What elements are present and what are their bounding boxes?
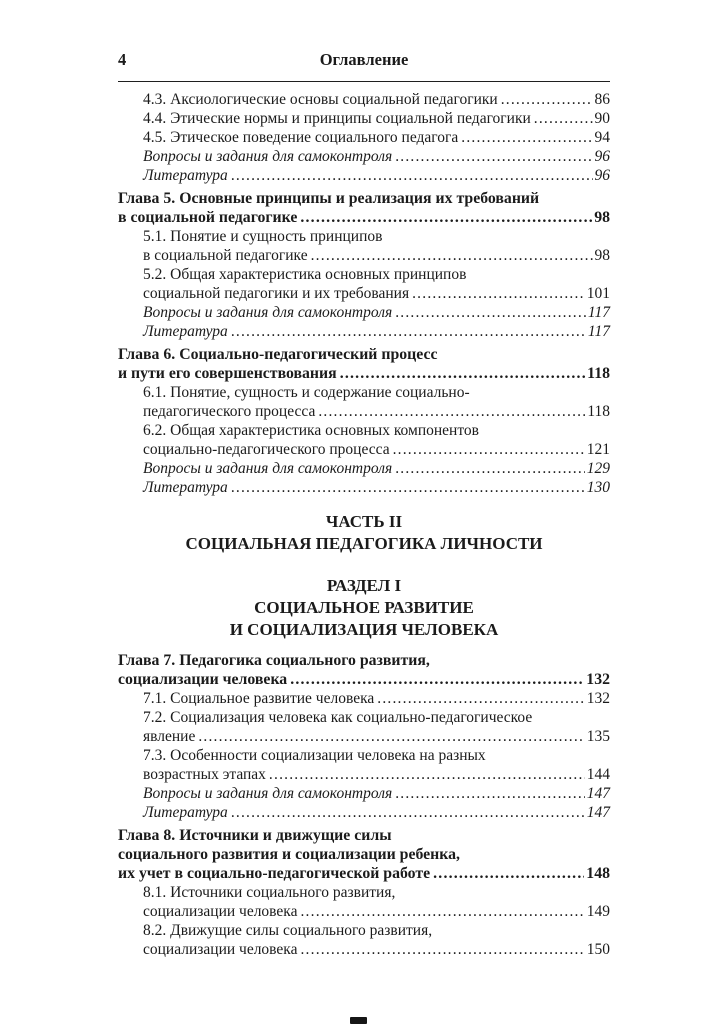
- toc-line: [143, 727, 610, 746]
- page-ref: 98: [594, 209, 610, 226]
- toc-entry-chapter: [118, 345, 610, 383]
- toc-text: ЧАСТЬ II: [325, 512, 403, 531]
- toc-entry: [118, 265, 610, 303]
- dot-leader: [395, 147, 592, 166]
- toc-entry: [118, 421, 610, 459]
- toc-line: [143, 402, 610, 421]
- page-ref: 147: [586, 804, 610, 821]
- page-title: Оглавление: [319, 50, 409, 69]
- toc-line: [143, 803, 610, 822]
- toc-line: [143, 246, 610, 265]
- page-ref: 144: [586, 766, 610, 783]
- toc-entry-note: [118, 303, 610, 322]
- content-block: [118, 50, 610, 959]
- page-ref: 130: [586, 479, 610, 496]
- toc-line: [143, 459, 610, 478]
- page-ref: 117: [587, 304, 610, 321]
- toc-text: Глава 6. Социально-педагогический процесс: [118, 346, 438, 363]
- toc-text: в социальной педагогике: [118, 209, 298, 226]
- page-number: 4: [118, 50, 127, 69]
- dot-leader: [395, 459, 585, 478]
- page-ref: 135: [586, 728, 610, 745]
- toc-line: [118, 651, 610, 670]
- toc-line: [143, 90, 610, 109]
- toc-text: 4.4. Этические нормы и принципы социальной педагогики: [143, 110, 531, 127]
- toc-text: социально-педагогического процесса: [143, 441, 390, 458]
- dot-leader: [412, 284, 585, 303]
- toc-entry: [118, 227, 610, 265]
- toc-entry: [118, 383, 610, 421]
- toc-line: [143, 940, 610, 959]
- toc-text: Литература: [143, 323, 228, 340]
- dot-leader: [198, 727, 584, 746]
- dot-leader: [300, 940, 584, 959]
- scan-artifact: [350, 1017, 367, 1024]
- toc-entry-note: [118, 166, 610, 185]
- dot-leader: [231, 166, 593, 185]
- toc-line: [143, 784, 610, 803]
- page-ref: 132: [586, 690, 610, 707]
- toc-line: [143, 689, 610, 708]
- toc-entry-note: [118, 784, 610, 803]
- page-ref: 149: [586, 903, 610, 920]
- toc-text: 7.2. Социализация человека как социально-педагогическое: [143, 709, 533, 726]
- toc-line: [143, 303, 610, 322]
- toc-list: [118, 90, 610, 959]
- toc-entry: [118, 128, 610, 147]
- toc-text: явление: [143, 728, 196, 745]
- dot-leader: [461, 128, 592, 147]
- part-heading: [118, 511, 610, 555]
- toc-line: [118, 189, 610, 208]
- toc-entry-note: [118, 459, 610, 478]
- toc-text: их учет в социально-педагогической работе: [118, 865, 431, 882]
- toc-text: 4.3. Аксиологические основы социальной педагогики: [143, 91, 498, 108]
- toc-line: [143, 746, 610, 765]
- toc-text: социализации человека: [143, 941, 298, 958]
- toc-entry-note: [118, 147, 610, 166]
- toc-text: Вопросы и задания для самоконтроля: [143, 460, 393, 477]
- toc-text: Глава 5. Основные принципы и реализация их требований: [118, 190, 540, 207]
- toc-line: [143, 166, 610, 185]
- toc-text: СОЦИАЛЬНОЕ РАЗВИТИЕ: [254, 598, 474, 617]
- toc-line: [118, 364, 610, 383]
- toc-text: социализации человека: [143, 903, 298, 920]
- dot-leader: [300, 208, 592, 227]
- dot-leader: [393, 440, 585, 459]
- page-ref: 118: [587, 403, 610, 420]
- page-ref: 150: [586, 941, 610, 958]
- toc-entry-note: [118, 478, 610, 497]
- toc-text: 8.1. Источники социального развития,: [143, 884, 396, 901]
- page-ref: 118: [587, 365, 610, 382]
- toc-entry: [118, 883, 610, 921]
- toc-text: Литература: [143, 479, 228, 496]
- toc-text: 8.2. Движущие силы социального развития,: [143, 922, 433, 939]
- toc-text: 4.5. Этическое поведение социального педагога: [143, 129, 459, 146]
- toc-line: [143, 284, 610, 303]
- page-header: [118, 50, 610, 70]
- dot-leader: [534, 109, 593, 128]
- toc-entry: [118, 708, 610, 746]
- toc-line: [143, 147, 610, 166]
- toc-line: [143, 440, 610, 459]
- dot-leader: [340, 364, 585, 383]
- toc-line: [143, 765, 610, 784]
- toc-text: 6.2. Общая характеристика основных компонентов: [143, 422, 479, 439]
- dot-leader: [395, 784, 585, 803]
- toc-text: в социальной педагогике: [143, 247, 308, 264]
- toc-text: И СОЦИАЛИЗАЦИЯ ЧЕЛОВЕКА: [229, 620, 499, 639]
- toc-entry: [118, 90, 610, 109]
- page-ref: 98: [594, 247, 610, 264]
- toc-entry: [118, 109, 610, 128]
- dot-leader: [395, 303, 586, 322]
- toc-text: педагогического процесса: [143, 403, 316, 420]
- toc-text: 7.3. Особенности социализации человека на разных: [143, 747, 486, 764]
- page-ref: 96: [594, 167, 610, 184]
- toc-line: [118, 619, 610, 641]
- page-ref: 147: [586, 785, 610, 802]
- page-ref: 121: [586, 441, 610, 458]
- section-heading: [118, 575, 610, 641]
- page-ref: 101: [586, 285, 610, 302]
- dot-leader: [269, 765, 585, 784]
- toc-entry: [118, 689, 610, 708]
- toc-text: Литература: [143, 804, 228, 821]
- toc-text: социализации человека: [118, 671, 288, 688]
- toc-text: Вопросы и задания для самоконтроля: [143, 785, 393, 802]
- toc-entry-chapter: [118, 651, 610, 689]
- toc-text: Глава 7. Педагогика социального развития,: [118, 652, 430, 669]
- toc-line: [118, 208, 610, 227]
- page-ref: 132: [586, 671, 610, 688]
- toc-line: [118, 533, 610, 555]
- toc-text: 7.1. Социальное развитие человека: [143, 690, 375, 707]
- toc-line: [143, 109, 610, 128]
- toc-line: [143, 128, 610, 147]
- toc-text: и пути его совершенствования: [118, 365, 337, 382]
- toc-text: Литература: [143, 167, 228, 184]
- toc-line: [118, 670, 610, 689]
- toc-line: [143, 478, 610, 497]
- toc-entry-chapter: [118, 189, 610, 227]
- toc-entry-note: [118, 803, 610, 822]
- toc-entry-note: [118, 322, 610, 341]
- toc-text: возрастных этапах: [143, 766, 266, 783]
- toc-line: [143, 883, 610, 902]
- toc-line: [143, 921, 610, 940]
- toc-entry: [118, 921, 610, 959]
- dot-leader: [290, 670, 584, 689]
- page-ref: 148: [586, 865, 610, 882]
- toc-text: социального развития и социализации ребенка,: [118, 846, 460, 863]
- dot-leader: [501, 90, 593, 109]
- page-ref: 90: [594, 110, 610, 127]
- dot-leader: [311, 246, 593, 265]
- page-ref: 96: [594, 148, 610, 165]
- dot-leader: [377, 689, 585, 708]
- dot-leader: [231, 478, 585, 497]
- toc-line: [118, 345, 610, 364]
- toc-text: СОЦИАЛЬНАЯ ПЕДАГОГИКА ЛИЧНОСТИ: [185, 534, 543, 553]
- dot-leader: [231, 803, 585, 822]
- toc-line: [118, 575, 610, 597]
- page-ref: 129: [586, 460, 610, 477]
- toc-line: [118, 826, 610, 845]
- dot-leader: [300, 902, 584, 921]
- toc-text: РАЗДЕЛ I: [326, 576, 402, 595]
- toc-line: [143, 421, 610, 440]
- toc-line: [143, 322, 610, 341]
- dot-leader: [231, 322, 586, 341]
- page-ref: 117: [587, 323, 610, 340]
- toc-entry-chapter: [118, 826, 610, 883]
- toc-text: Вопросы и задания для самоконтроля: [143, 148, 393, 165]
- header-rule: [118, 81, 610, 82]
- dot-leader: [318, 402, 585, 421]
- page-ref: 86: [594, 91, 610, 108]
- toc-line: [143, 902, 610, 921]
- toc-line: [118, 845, 610, 864]
- toc-line: [143, 708, 610, 727]
- page-ref: 94: [594, 129, 610, 146]
- toc-text: 5.1. Понятие и сущность принципов: [143, 228, 383, 245]
- toc-text: социальной педагогики и их требования: [143, 285, 410, 302]
- toc-text: 5.2. Общая характеристика основных принципов: [143, 266, 467, 283]
- toc-line: [143, 227, 610, 246]
- toc-line: [143, 265, 610, 284]
- toc-line: [118, 864, 610, 883]
- toc-text: Вопросы и задания для самоконтроля: [143, 304, 393, 321]
- dot-leader: [433, 864, 584, 883]
- toc-line: [118, 511, 610, 533]
- toc-entry: [118, 746, 610, 784]
- toc-line: [143, 383, 610, 402]
- toc-text: Глава 8. Источники и движущие силы: [118, 827, 392, 844]
- toc-line: [118, 597, 610, 619]
- toc-text: 6.1. Понятие, сущность и содержание социально-: [143, 384, 470, 401]
